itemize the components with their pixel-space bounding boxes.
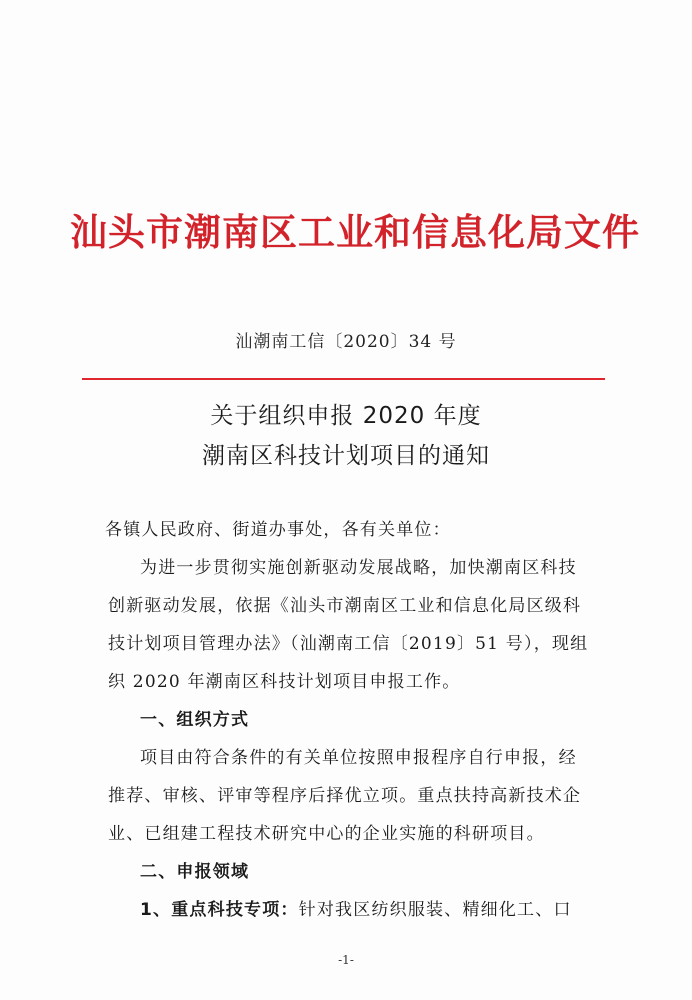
item-1-label: 1、重点科技专项： <box>140 900 299 920</box>
intro-line-4: 织 2020 年潮南区科技计划项目申报工作。 <box>108 672 461 692</box>
page-number: -1- <box>338 953 354 967</box>
section1-line-3: 业、已组建工程技术研究中心的企业实施的科研项目。 <box>108 824 545 844</box>
masthead-title: 汕头市潮南区工业和信息化局文件 <box>70 211 640 254</box>
notice-title-line-2: 潮南区科技计划项目的通知 <box>202 443 490 469</box>
red-divider-line <box>82 378 605 380</box>
item-1-paragraph <box>140 898 640 922</box>
section-heading-2: 二、申报领域 <box>140 862 250 882</box>
intro-line-1: 为进一步贯彻实施创新驱动发展战略，加快潮南区科技 <box>140 558 577 578</box>
document-number: 汕潮南工信〔2020〕34 号 <box>235 332 457 352</box>
section1-line-1: 项目由符合条件的有关单位按照申报程序自行申报，经 <box>140 748 577 768</box>
section1-line-2: 推荐、审核、评审等程序后择优立项。重点扶持高新技术企 <box>108 786 582 806</box>
salutation: 各镇人民政府、街道办事处，各有关单位： <box>105 520 451 540</box>
item-1-text: 针对我区纺织服装、精细化工、口 <box>298 900 572 920</box>
intro-line-2: 创新驱动发展，依据《汕头市潮南区工业和信息化局区级科 <box>108 596 582 616</box>
intro-line-3: 技计划项目管理办法》（汕潮南工信〔2019〕51 号），现组 <box>108 634 589 654</box>
section-heading-1: 一、组织方式 <box>140 710 250 730</box>
notice-title-line-1: 关于组织申报 2020 年度 <box>210 403 482 429</box>
